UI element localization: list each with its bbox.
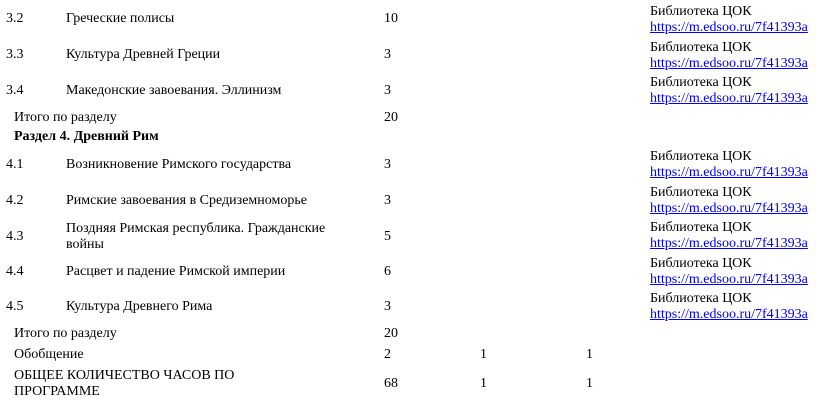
total-hours: 20 [384, 326, 398, 341]
resource-label: Библиотека ЦОК [650, 4, 752, 19]
hours-value: 5 [384, 229, 391, 244]
section-heading: Раздел 4. Древний Рим [14, 129, 159, 144]
row-number: 3.4 [6, 83, 24, 98]
total-hours: 20 [384, 110, 398, 125]
topic-name: Римские завоевания в Средиземноморье [66, 193, 307, 208]
resource-label: Библиотека ЦОК [650, 75, 752, 90]
topic-name: Греческие полисы [66, 11, 175, 26]
hours-value: 3 [384, 157, 391, 172]
hours-value: 3 [384, 47, 391, 62]
resource-cell [650, 256, 808, 288]
hours-value: 3 [384, 193, 391, 208]
topic-name: Поздняя Римская республика. Гражданские войны [66, 221, 326, 252]
row-number: 4.5 [6, 299, 24, 314]
grand-total-label: ОБЩЕЕ КОЛИЧЕСТВО ЧАСОВ ПО ПРОГРАММЕ [14, 368, 235, 399]
resource-label: Библиотека ЦОК [650, 220, 752, 235]
resource-label: Библиотека ЦОК [650, 291, 752, 306]
total-label: Итого по разделу [14, 110, 117, 125]
hours-value: 10 [384, 11, 398, 26]
resource-cell [650, 4, 808, 36]
summary-control: 1 [480, 347, 487, 362]
row-number: 3.2 [6, 11, 24, 26]
resource-label: Библиотека ЦОК [650, 149, 752, 164]
grand-total-control: 1 [480, 376, 487, 391]
resource-cell [650, 40, 808, 72]
resource-link[interactable]: https://m.edsoo.ru/7f41393a [650, 56, 808, 71]
total-label: Итого по разделу [14, 326, 117, 341]
summary-practice: 1 [586, 347, 593, 362]
topic-name: Возникновение Римского государства [66, 157, 292, 172]
row-number: 4.4 [6, 264, 24, 279]
summary-label: Обобщение [14, 347, 84, 362]
resource-link[interactable]: https://m.edsoo.ru/7f41393a [650, 91, 808, 106]
topic-name: Македонские завоевания. Эллинизм [66, 83, 282, 98]
resource-label: Библиотека ЦОК [650, 40, 752, 55]
row-number: 3.3 [6, 47, 24, 62]
resource-cell [650, 75, 808, 107]
topic-name: Культура Древнего Рима [66, 299, 213, 314]
row-number: 4.2 [6, 193, 24, 208]
resource-link[interactable]: https://m.edsoo.ru/7f41393a [650, 307, 808, 322]
row-number: 4.1 [6, 157, 24, 172]
resource-label: Библиотека ЦОК [650, 185, 752, 200]
resource-link[interactable]: https://m.edsoo.ru/7f41393a [650, 20, 808, 35]
resource-label: Библиотека ЦОК [650, 256, 752, 271]
grand-total-hours: 68 [384, 376, 398, 391]
hours-value: 3 [384, 299, 391, 314]
resource-cell [650, 220, 808, 252]
resource-cell [650, 291, 808, 323]
summary-hours: 2 [384, 347, 391, 362]
row-number: 4.3 [6, 229, 24, 244]
resource-cell [650, 185, 808, 217]
grand-total-practice: 1 [586, 376, 593, 391]
resource-link[interactable]: https://m.edsoo.ru/7f41393a [650, 236, 808, 251]
topic-name: Расцвет и падение Римской империи [66, 264, 286, 279]
resource-link[interactable]: https://m.edsoo.ru/7f41393a [650, 272, 808, 287]
resource-link[interactable]: https://m.edsoo.ru/7f41393a [650, 201, 808, 216]
resource-link[interactable]: https://m.edsoo.ru/7f41393a [650, 165, 808, 180]
hours-value: 6 [384, 264, 391, 279]
resource-cell [650, 149, 808, 181]
hours-value: 3 [384, 83, 391, 98]
topic-name: Культура Древней Греции [66, 47, 221, 62]
